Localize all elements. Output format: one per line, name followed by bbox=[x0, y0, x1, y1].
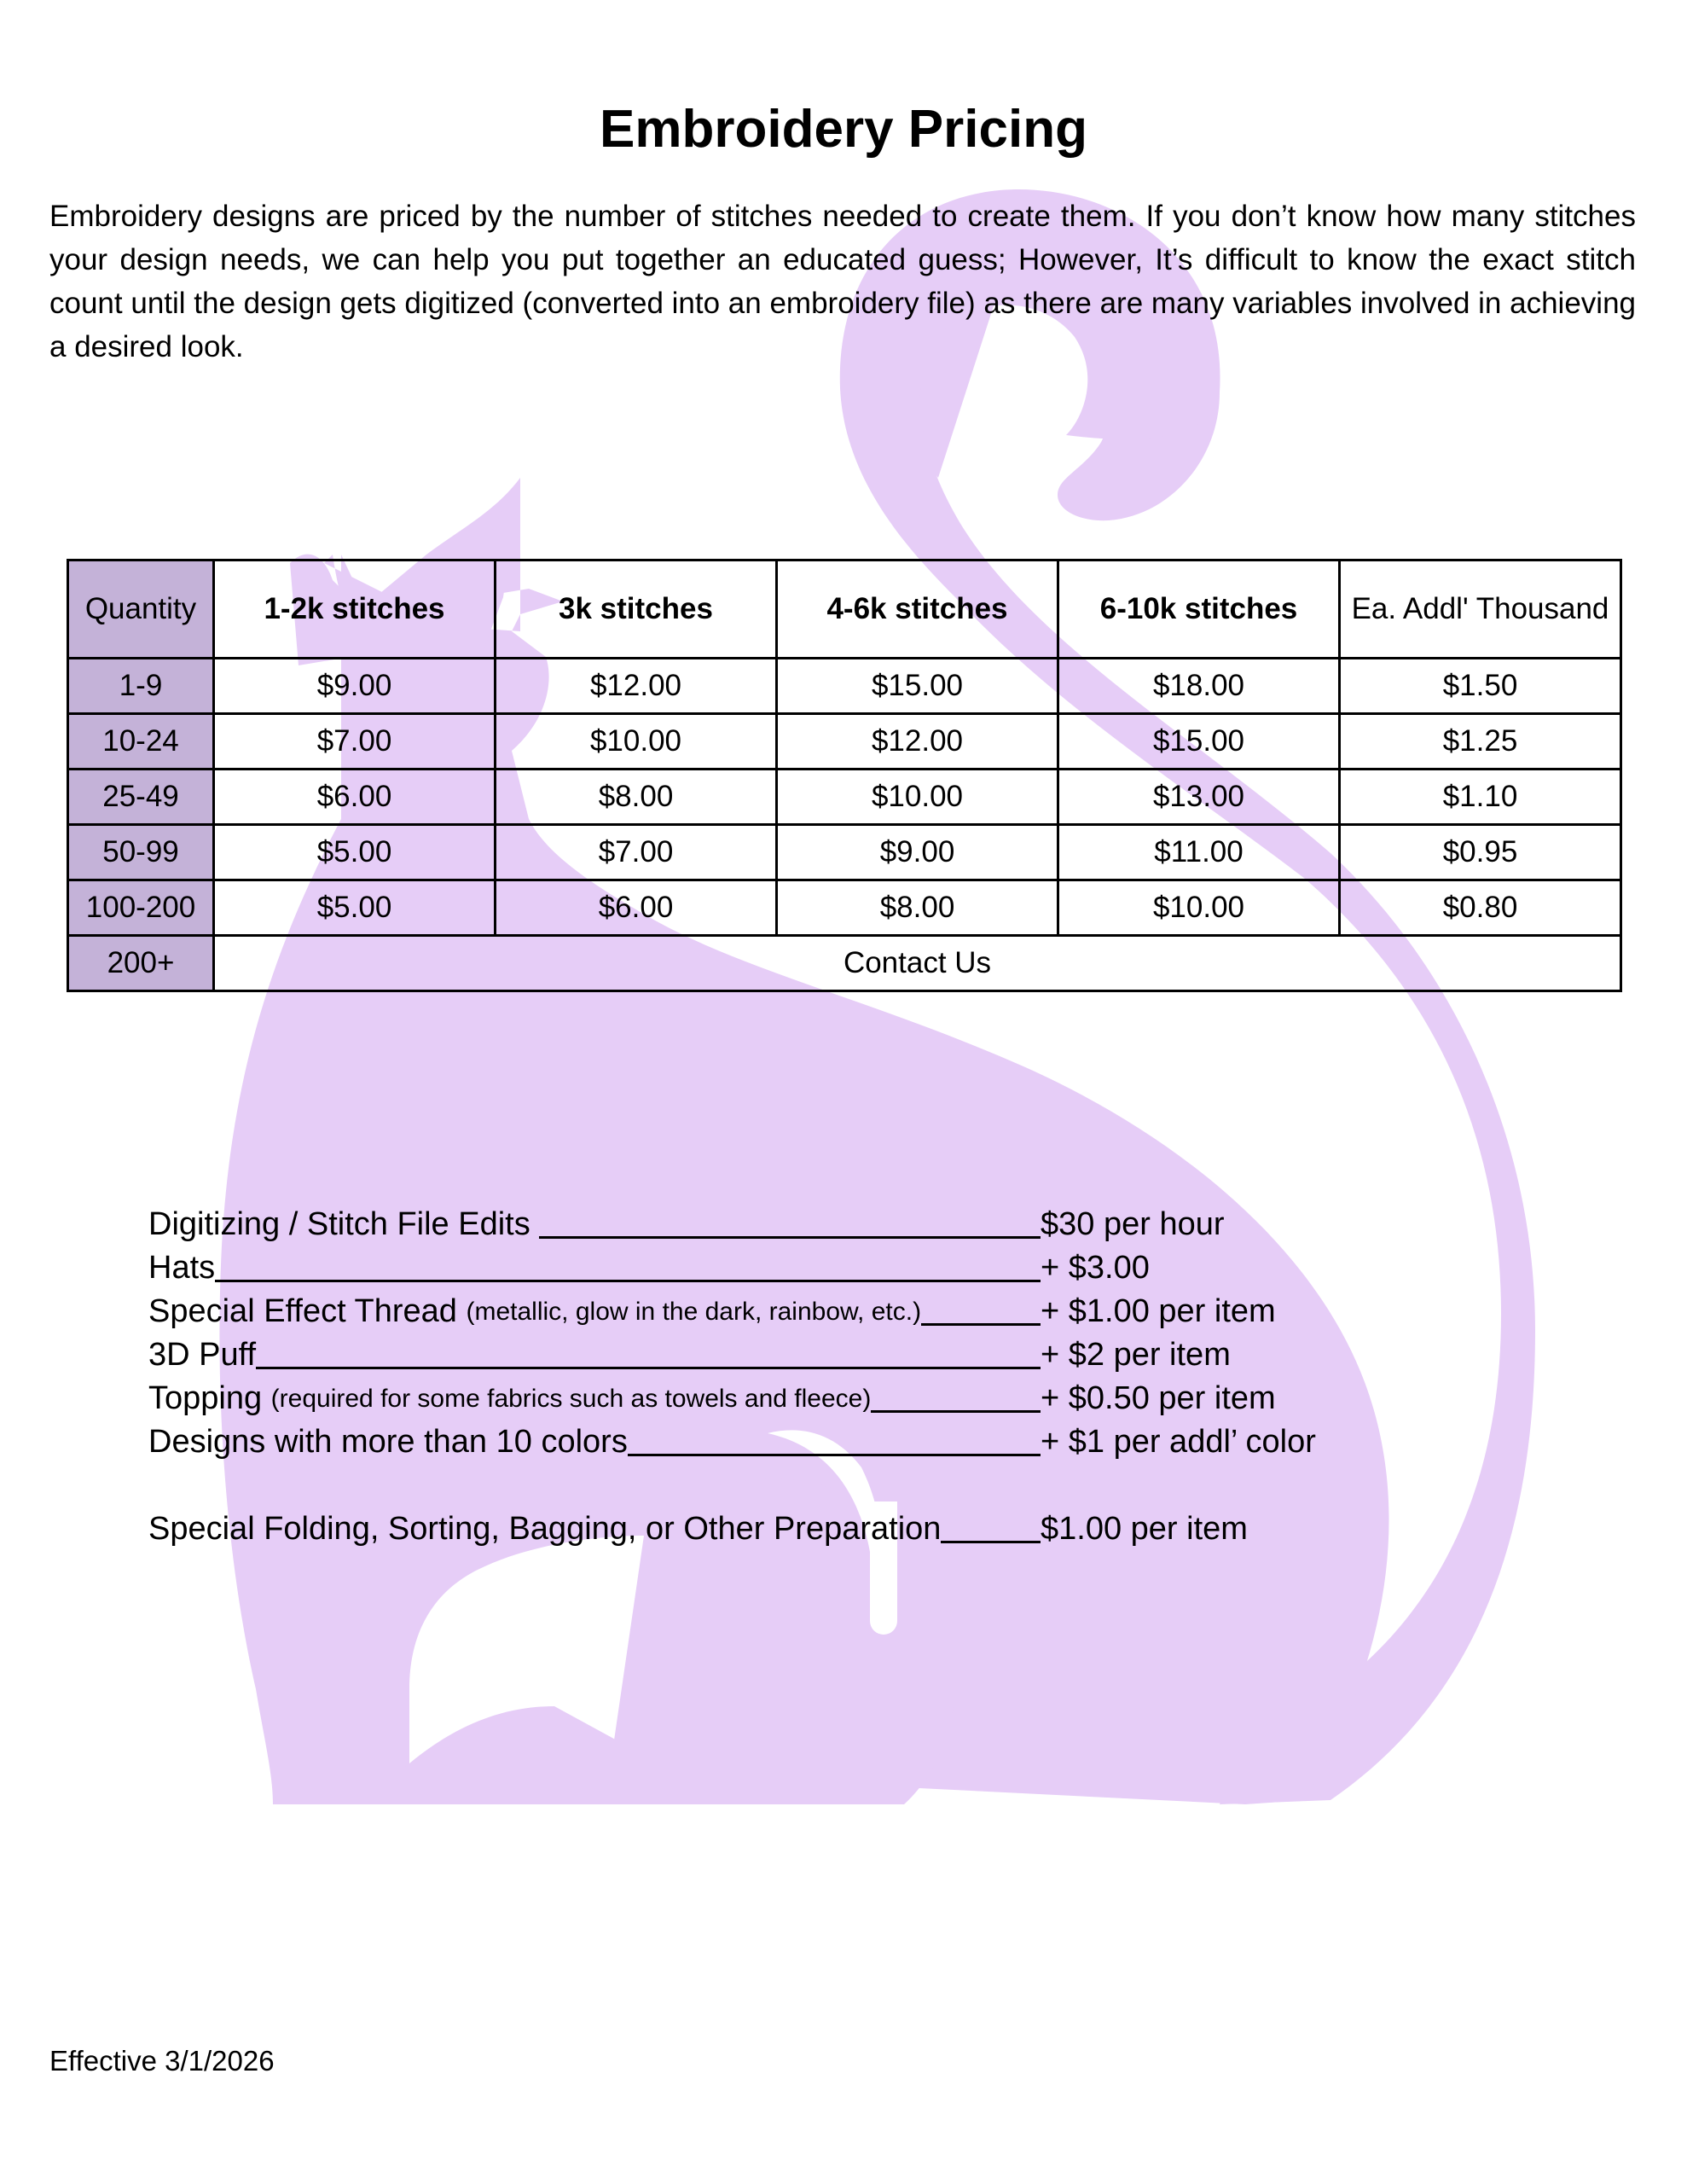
price-cell: $10.00 bbox=[777, 770, 1058, 825]
column-header-quantity: Quantity bbox=[68, 561, 214, 659]
fee-price: $1.00 per item bbox=[1041, 1511, 1248, 1547]
fee-name: 3D Puff bbox=[148, 1337, 257, 1373]
fee-name: Designs with more than 10 colors bbox=[148, 1424, 628, 1460]
fee-leader-line bbox=[215, 1246, 1041, 1282]
price-cell: $6.00 bbox=[496, 880, 777, 936]
column-header-1-2k: 1-2k stitches bbox=[214, 561, 496, 659]
price-cell: $7.00 bbox=[214, 714, 496, 770]
column-header-6-10k: 6-10k stitches bbox=[1058, 561, 1340, 659]
price-cell: $0.95 bbox=[1340, 825, 1621, 880]
price-cell: $9.00 bbox=[777, 825, 1058, 880]
price-cell: $13.00 bbox=[1058, 770, 1340, 825]
fee-leader-line bbox=[628, 1420, 1041, 1456]
pricing-table bbox=[67, 559, 1622, 992]
price-cell: $15.00 bbox=[1058, 714, 1340, 770]
fee-leader-line bbox=[871, 1377, 1041, 1413]
quantity-cell: 100-200 bbox=[68, 880, 214, 936]
fee-leader-line bbox=[921, 1290, 1041, 1326]
fee-row-hats bbox=[148, 1246, 1316, 1290]
fee-row-topping bbox=[148, 1377, 1316, 1420]
effective-date: Effective 3/1/2026 bbox=[49, 2045, 275, 2077]
fee-row-digitizing bbox=[148, 1203, 1316, 1246]
quantity-cell: 1-9 bbox=[68, 659, 214, 714]
price-cell: $1.25 bbox=[1340, 714, 1621, 770]
fee-name: Special Effect Thread bbox=[148, 1293, 467, 1329]
quantity-cell: 10-24 bbox=[68, 714, 214, 770]
table-row bbox=[68, 825, 1621, 880]
table-row bbox=[68, 770, 1621, 825]
price-cell: $0.80 bbox=[1340, 880, 1621, 936]
quantity-cell: 200+ bbox=[68, 936, 214, 991]
fee-price: + $1.00 per item bbox=[1041, 1293, 1276, 1329]
fee-name: Special Folding, Sorting, Bagging, or Other Preparation bbox=[148, 1511, 942, 1547]
fee-name: Digitizing / Stitch File Edits bbox=[148, 1206, 540, 1242]
quantity-cell: 25-49 bbox=[68, 770, 214, 825]
fee-leader-line bbox=[941, 1507, 1041, 1543]
fee-name: Topping bbox=[148, 1380, 271, 1416]
price-cell: $1.50 bbox=[1340, 659, 1621, 714]
additional-fees-list bbox=[148, 1203, 1316, 1551]
table-row bbox=[68, 659, 1621, 714]
price-cell: $8.00 bbox=[496, 770, 777, 825]
fee-price: + $1 per addl’ color bbox=[1041, 1424, 1316, 1460]
intro-paragraph: Embroidery designs are priced by the number of stitches needed to create them. If you don’t know how many stitches your design needs, we can help you put together an educated guess; However, It’s difficult to know the exact stitch count until the design gets digitized (converted into an embroidery file) as there are many variables involved in achieving a desired look. bbox=[49, 200, 1636, 363]
page-title: Embroidery Pricing bbox=[600, 100, 1087, 159]
price-cell: $1.10 bbox=[1340, 770, 1621, 825]
quantity-cell: 50-99 bbox=[68, 825, 214, 880]
price-cell: $15.00 bbox=[777, 659, 1058, 714]
price-cell: $18.00 bbox=[1058, 659, 1340, 714]
contact-us-cell: Contact Us bbox=[214, 936, 1621, 991]
price-cell: $12.00 bbox=[496, 659, 777, 714]
fee-price: + $2 per item bbox=[1041, 1337, 1231, 1373]
column-header-4-6k: 4-6k stitches bbox=[777, 561, 1058, 659]
price-cell: $12.00 bbox=[777, 714, 1058, 770]
fee-row-3d-puff bbox=[148, 1333, 1316, 1377]
table-row bbox=[68, 714, 1621, 770]
table-header-row bbox=[68, 561, 1621, 659]
price-cell: $5.00 bbox=[214, 880, 496, 936]
price-cell: $10.00 bbox=[496, 714, 777, 770]
column-header-3k: 3k stitches bbox=[496, 561, 777, 659]
price-cell: $7.00 bbox=[496, 825, 777, 880]
table-row bbox=[68, 880, 1621, 936]
price-cell: $10.00 bbox=[1058, 880, 1340, 936]
price-cell: $5.00 bbox=[214, 825, 496, 880]
fee-row-colors bbox=[148, 1420, 1316, 1464]
fee-price: + $0.50 per item bbox=[1041, 1380, 1276, 1416]
price-cell: $11.00 bbox=[1058, 825, 1340, 880]
table-row-contact bbox=[68, 936, 1621, 991]
fee-row-special-thread bbox=[148, 1290, 1316, 1333]
fee-name: Hats bbox=[148, 1250, 216, 1286]
price-cell: $8.00 bbox=[777, 880, 1058, 936]
price-cell: $9.00 bbox=[214, 659, 496, 714]
fee-row-folding bbox=[148, 1507, 1316, 1551]
fee-note: (required for some fabrics such as towels and fleece) bbox=[270, 1385, 872, 1413]
fee-leader-line bbox=[539, 1203, 1041, 1239]
fee-price: $30 per hour bbox=[1041, 1206, 1225, 1242]
fee-leader-line bbox=[256, 1333, 1041, 1369]
price-cell: $6.00 bbox=[214, 770, 496, 825]
column-header-addl-thousand: Ea. Addl' Thousand bbox=[1340, 561, 1621, 659]
fee-price: + $3.00 bbox=[1041, 1250, 1150, 1286]
fee-note: (metallic, glow in the dark, rainbow, etc.) bbox=[466, 1298, 922, 1326]
